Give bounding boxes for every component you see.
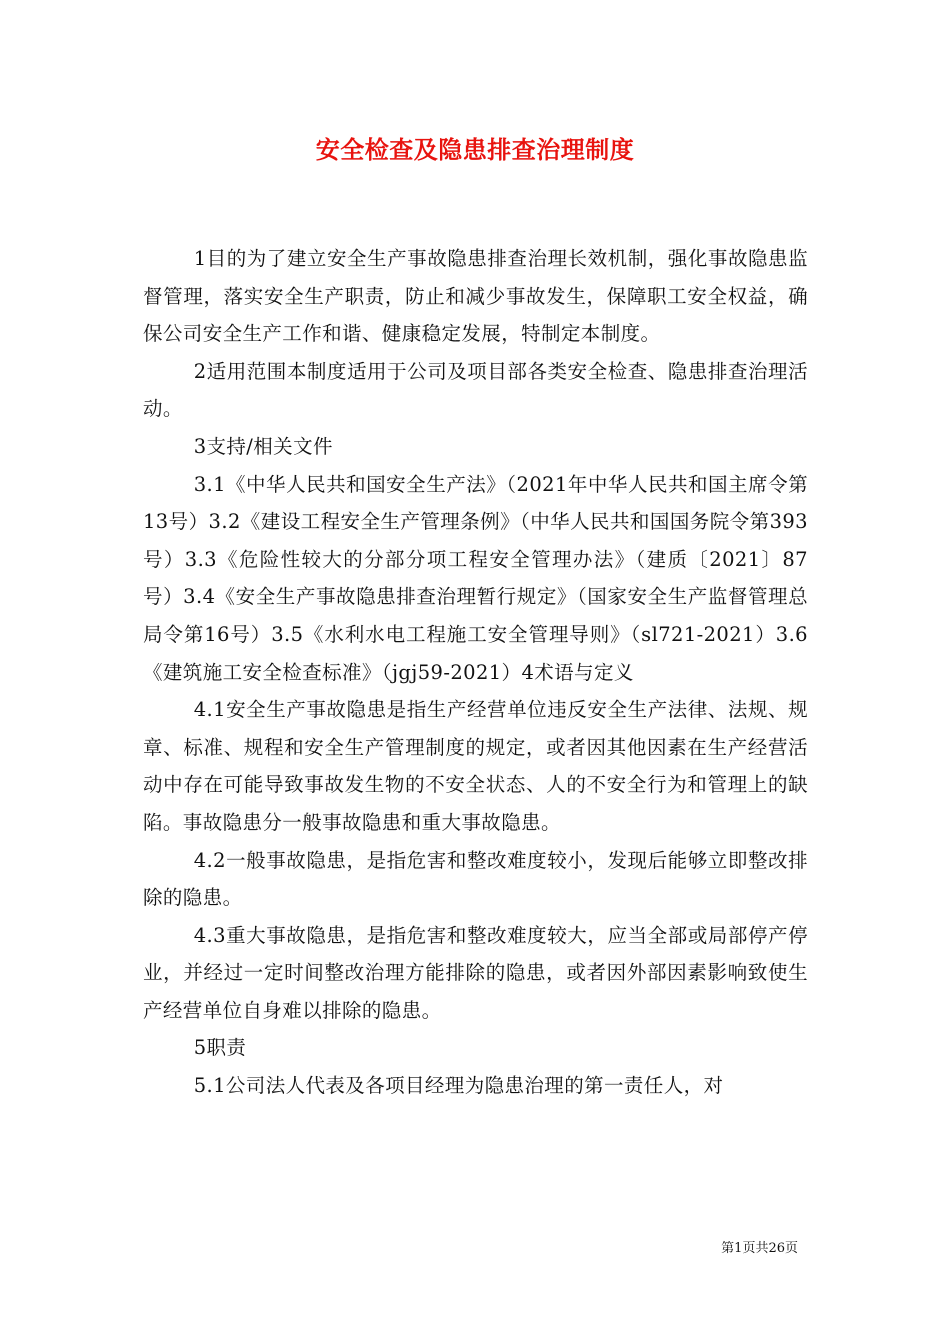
paragraph-related-docs-heading: 3支持/相关文件	[193, 434, 333, 458]
page-number-footer: 第1页共26页	[721, 1241, 798, 1256]
paragraph-definition-4-1: 4.1安全生产事故隐患是指生产经营单位违反安全生产法律、法规、规章、标准、规程和安全生产管理制度的规定，或者因其他因素在生产经营活动中存在可能导致事故发生物的不安全状态、人的不安全行为和管理上的缺陷。事故隐患分一般事故隐患和重大事故隐患。	[143, 698, 808, 834]
document-title: 安全检查及隐患排查治理制度	[315, 136, 635, 164]
paragraph-duties-heading: 5职责	[193, 1036, 247, 1060]
paragraph-scope: 2适用范围本制度适用于公司及项目部各类安全检查、隐患排查治理活动。	[143, 359, 808, 421]
paragraph-duties-5-1: 5.1公司法人代表及各项目经理为隐患治理的第一责任人，对	[193, 1074, 724, 1098]
paragraph-purpose: 1目的为了建立安全生产事故隐患排查治理长效机制，强化事故隐患监督管理，落实安全生产职责，防止和减少事故发生，保障职工安全权益，确保公司安全生产工作和谐、健康稳定发展，特制定本制度。	[143, 247, 808, 346]
paragraph-related-docs: 3.1《中华人民共和国安全生产法》（2021年中华人民共和国主席令第13号）3.2《建设工程安全生产管理条例》（中华人民共和国国务院令第393号）3.3《危险性较大的分部分项工程安全管理办法》（建质〔2021〕87号）3.4《安全生产事故隐患排查治理暂行规定》（国家安全生产监督管理总局令第16号）3.5《水利水电工程施工安全管理导则》（sl721-2021）3.6《建筑施工安全检查标准》（jgj59-2021）4术语与定义	[143, 472, 808, 684]
paragraph-definition-4-3: 4.3重大事故隐患，是指危害和整改难度较大，应当全部或局部停产停业，并经过一定时间整改治理方能排除的隐患，或者因外部因素影响致使生产经营单位自身难以排除的隐患。	[143, 923, 808, 1022]
paragraph-definition-4-2: 4.2一般事故隐患，是指危害和整改难度较小，发现后能够立即整改排除的隐患。	[143, 848, 808, 910]
document-body	[143, 240, 808, 1105]
